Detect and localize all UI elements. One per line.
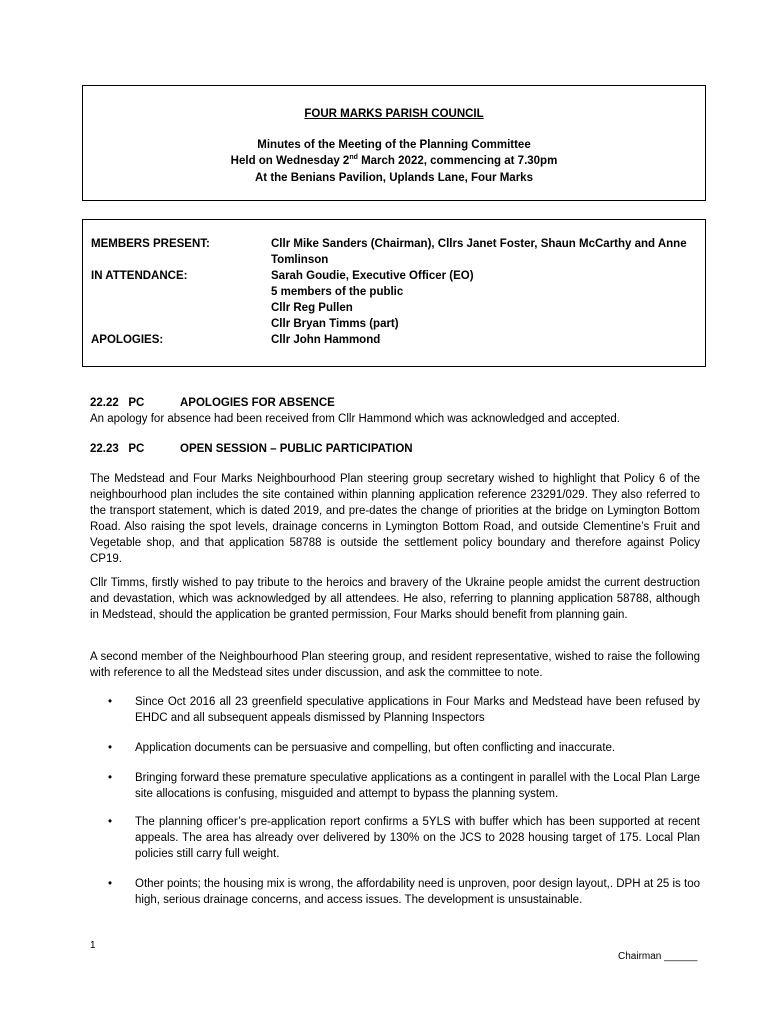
meeting-date-pre: Held on Wednesday 2 [230,155,350,167]
attendance-value-1: Sarah Goudie, Executive Officer (EO) [271,270,474,282]
section-heading [90,395,335,411]
list-item-text: The planning officer’s pre-application report confirms a 5YLS with buffer which has been supported at recent appeals. The area has already over delivered by 130% on the JCS to 2028 housing target of 175. Local Plan policies still carry full weight. [135,816,700,860]
meeting-date-post: March 2022, commencing at 7.30pm [357,155,558,167]
section-heading [90,441,413,457]
attendance-value-4: Cllr Bryan Timms (part) [271,318,399,330]
paragraph: Cllr Timms, firstly wished to pay tribute to the heroics and bravery of the Ukraine people amidst the current destruction and devastation, which was acknowledged by all attendees. He also, referring to planning application 58788, although in Medstead, should the application be granted permission, Four Marks should benefit from planning gain. [90,577,700,621]
attendance-label: IN ATTENDANCE: [91,270,188,282]
apologies-value: Cllr John Hammond [271,334,381,346]
attendance-value-2: 5 members of the public [271,286,404,298]
section-number: 22.22 PC [90,397,145,409]
section-title: OPEN SESSION – PUBLIC PARTICIPATION [180,443,413,455]
section-number: 22.23 PC [90,443,145,455]
list-item-text: Application documents can be persuasive and compelling, but often conflicting and inaccurate. [135,742,616,754]
paragraph: The Medstead and Four Marks Neighbourhood Plan steering group secretary wished to highlight that Policy 6 of the neighbourhood plan includes the site contained within planning application reference 23291/029. They also referred to the transport statement, which is dated 2019, and pre-dates the change of priorities at the bridge on Lymington Bottom Road. Also raising the spot levels, drainage concerns in Lymington Bottom Road, and outside Clementine’s Fruit and Vegetable shop, and that application 58788 is outside the settlement policy boundary and therefore against Policy CP19. [90,473,700,565]
section-title: APOLOGIES FOR ABSENCE [180,397,335,409]
chairman-signature-line: Chairman ______ [618,951,698,962]
header-box [82,85,706,201]
list-item-text: Bringing forward these premature speculative applications as a contingent in parallel with the Local Plan Large site allocations is confusing, misguided and attempt to bypass the planning system. [135,772,700,800]
paragraph: A second member of the Neighbourhood Plan steering group, and resident representative, wished to raise the following with reference to all the Medstead sites under discussion, and ask the committee to note. [90,651,700,679]
paragraph: An apology for absence had been received from Cllr Hammond which was acknowledged and accepted. [90,413,620,425]
meeting-venue: At the Benians Pavilion, Uplands Lane, Four Marks [255,172,533,184]
meeting-date [83,153,705,169]
apologies-label: APOLOGIES: [91,334,164,346]
members-value: Cllr Mike Sanders (Chairman), Cllrs Janet Foster, Shaun McCarthy and Anne Tomlinson [271,238,687,266]
meeting-date-sup: nd [349,154,358,161]
page-number: 1 [90,940,96,951]
members-label: MEMBERS PRESENT: [91,238,210,250]
council-title: FOUR MARKS PARISH COUNCIL [304,108,484,120]
bullet-glyph: • [108,816,113,828]
bullet-glyph: • [108,742,113,754]
bullet-glyph: • [108,878,113,890]
bullet-glyph: • [108,772,113,784]
minutes-title: Minutes of the Meeting of the Planning Committee [257,139,531,151]
attendance-box [82,219,706,367]
attendance-value-3: Cllr Reg Pullen [271,302,353,314]
bullet-glyph: • [108,696,113,708]
list-item-text: Other points; the housing mix is wrong, the affordability need is unproven, poor design layout,. DPH at 25 is too high, serious drainage concerns, and access issues. The development is unsustainable. [135,878,700,906]
list-item-text: Since Oct 2016 all 23 greenfield speculative applications in Four Marks and Medstead have been refused by EHDC and all subsequent appeals dismissed by Planning Inspectors [135,696,700,724]
